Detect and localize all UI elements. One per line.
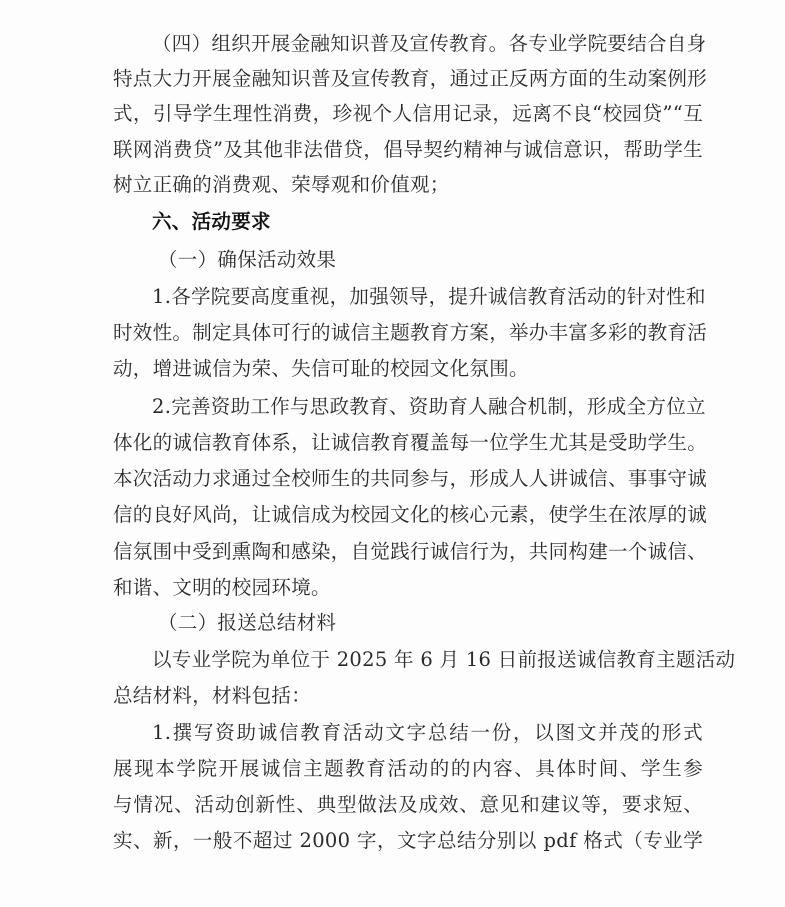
paragraph-line: 特点大力开展金融知识普及宣传教育，通过正反两方面的生动案例形 <box>113 67 708 90</box>
paragraph-line: 与情况、活动创新性、典型做法及成效、意见和建议等，要求短、 <box>113 793 703 816</box>
paragraph-line: 2.完善资助工作与思政教育、资助育人融合机制，形成全方位立 <box>152 395 706 418</box>
paragraph-line: 和谐、文明的校园环境。 <box>113 576 331 599</box>
subsection-heading: （一）确保活动效果 <box>158 248 337 271</box>
paragraph-line: 树立正确的消费观、荣辱观和价值观； <box>113 173 450 196</box>
paragraph-line: 式，引导学生理性消费，珍视个人信用记录，远离不良“校园贷”“互 <box>113 102 703 125</box>
paragraph-line: 总结材料，材料包括： <box>113 684 312 707</box>
section-heading: 六、活动要求 <box>152 210 271 233</box>
paragraph-line: 时效性。制定具体可行的诚信主题教育方案，举办丰富多彩的教育活 <box>113 321 708 344</box>
paragraph-line: 本次活动力求通过全校师生的共同参与，形成人人讲诚信、事事守诚 <box>113 467 708 490</box>
paragraph-line: 动，增进诚信为荣、失信可耻的校园文化氛围。 <box>113 357 529 380</box>
paragraph-line: 实、新，一般不超过 2000 字，文字总结分别以 pdf 格式（专业学 <box>113 829 703 852</box>
paragraph-line: 1.撰写资助诚信教育活动文字总结一份，以图文并茂的形式 <box>152 721 703 744</box>
paragraph-line: 体化的诚信教育体系，让诚信教育覆盖每一位学生尤其是受助学生。 <box>113 431 708 454</box>
paragraph-line: （四）组织开展金融知识普及宣传教育。各专业学院要结合自身 <box>152 32 707 55</box>
subsection-heading: （二）报送总结材料 <box>158 611 337 634</box>
paragraph-line: 信氛围中受到熏陶和感染，自觉践行诚信行为，共同构建一个诚信、 <box>113 540 708 563</box>
paragraph-line: 联网消费贷”及其他非法借贷，倡导契约精神与诚信意识，帮助学生 <box>113 138 703 161</box>
paragraph-line: 展现本学院开展诚信主题教育活动的的内容、具体时间、学生参 <box>113 757 703 780</box>
paragraph-line: 1.各学院要高度重视，加强领导，提升诚信教育活动的针对性和 <box>152 285 706 308</box>
paragraph-line: 以专业学院为单位于 2025 年 6 月 16 日前报送诚信教育主题活动 <box>152 648 736 671</box>
paragraph-line: 信的良好风尚，让诚信成为校园文化的核心元素，使学生在浓厚的诚 <box>113 503 708 526</box>
